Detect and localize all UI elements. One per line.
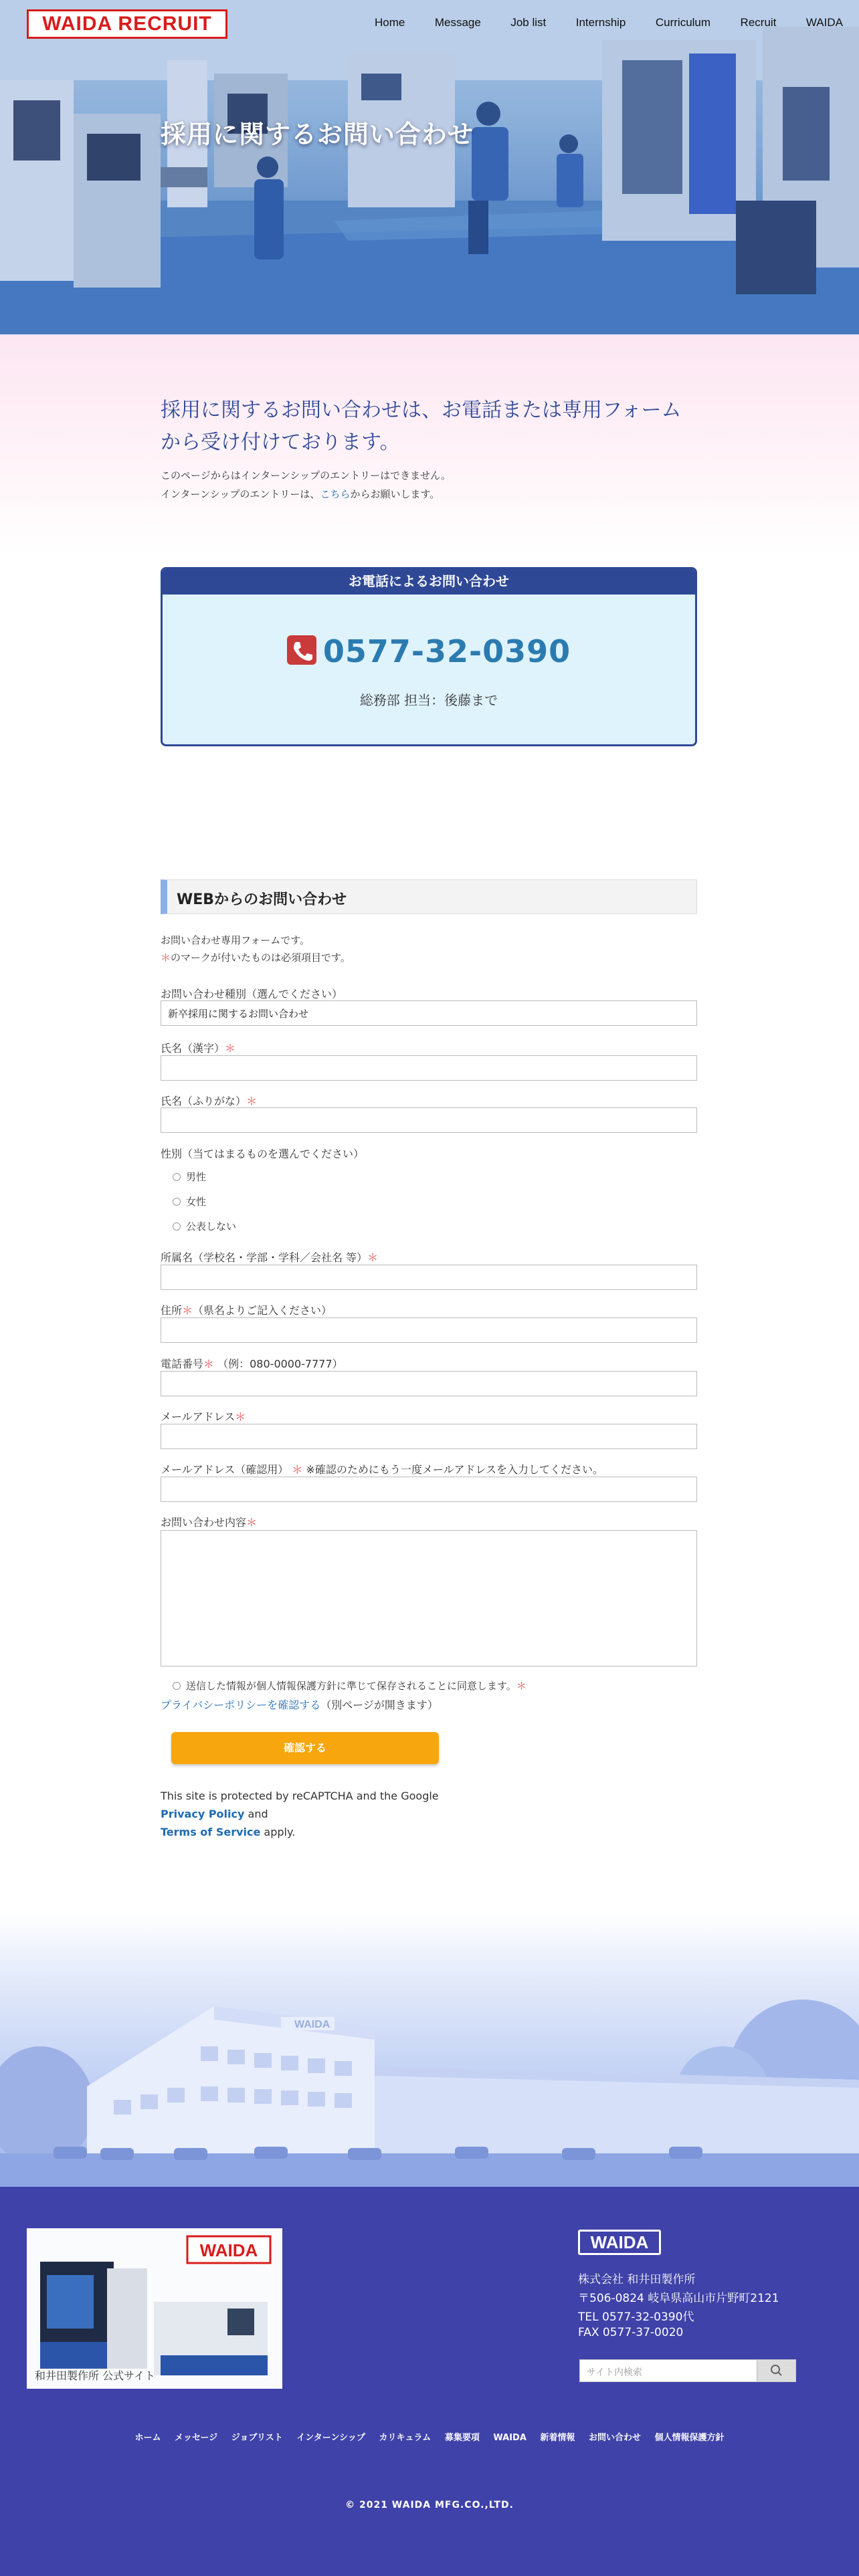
footer-nav-internship[interactable]: インターンシップ <box>296 2433 365 2443</box>
tel-label-text: 電話番号 <box>161 1358 204 1370</box>
footer-nav-home[interactable]: ホーム <box>134 2433 161 2443</box>
phone-icon <box>287 635 316 665</box>
consent-checkbox[interactable] <box>173 1679 527 1693</box>
building-illustration <box>0 1913 859 2187</box>
name-label-text: 氏名（漢字） <box>161 1042 225 1055</box>
kana-label-text: 氏名（ふりがな） <box>161 1095 247 1107</box>
site-logo[interactable]: WAIDA RECRUIT <box>27 9 227 39</box>
nav-curriculum[interactable]: Curriculum <box>655 16 711 29</box>
page-title: 採用に関するお問い合わせ <box>161 120 474 149</box>
gender-option-label: 公表しない <box>186 1220 237 1232</box>
phone-number-text: 0577-32-0390 <box>322 633 571 669</box>
affiliation-label <box>161 1249 378 1265</box>
gender-label: 性別（当てはまるものを選んでください） <box>161 1148 365 1160</box>
radio-circle-icon <box>173 1173 181 1181</box>
building-sign: WAIDA <box>294 2019 330 2030</box>
footer-nav-waida[interactable]: WAIDA <box>493 2433 527 2443</box>
name-input[interactable] <box>161 1055 697 1081</box>
web-form-heading-text: WEBからのお問い合わせ <box>177 891 347 908</box>
phone-note: 総務部 担当：後藤まで <box>359 692 498 708</box>
footer-nav-privacy[interactable]: 個人情報保護方針 <box>654 2433 725 2443</box>
inquiry-type-select[interactable]: 新卒採用に関するお問い合わせ <box>161 1000 697 1026</box>
footer-logo[interactable]: WAIDA <box>578 2230 661 2255</box>
nav-recruit[interactable]: Recruit <box>740 16 777 29</box>
privacy-policy-link[interactable]: プライバシーポリシーを確認する <box>161 1699 321 1711</box>
email-confirm-label-text: メールアドレス（確認用） <box>161 1463 289 1476</box>
nav-message[interactable]: Message <box>434 16 481 29</box>
gender-option-female[interactable] <box>173 1194 206 1208</box>
address-hint: （県名よりご記入ください） <box>193 1304 332 1317</box>
footer-nav-news[interactable]: 新着情報 <box>540 2433 575 2443</box>
copyright: © 2021 WAIDA MFG.CO.,LTD. <box>345 2500 514 2510</box>
company-address: 〒506-0824 岐阜県高山市片野町2121 <box>578 2292 779 2305</box>
tel-label <box>161 1356 343 1371</box>
type-label: お問い合わせ種別（選んでください） <box>161 988 343 1000</box>
tel-input[interactable] <box>161 1371 697 1396</box>
gender-option-male[interactable] <box>173 1170 206 1184</box>
radio-circle-icon <box>173 1222 181 1230</box>
recaptcha-and: and <box>244 1808 268 1820</box>
address-input[interactable] <box>161 1317 697 1343</box>
message-textarea[interactable] <box>161 1530 697 1667</box>
form-desc2 <box>161 950 351 964</box>
form-desc2-text: のマークが付いたものは必須項目です。 <box>171 952 351 964</box>
required-mark: ＊ <box>161 952 171 964</box>
footer-nav-contact[interactable]: お問い合わせ <box>588 2433 641 2443</box>
intro-line1: このページからはインターンシップのエントリーはできません。 <box>161 469 452 481</box>
email-confirm-hint: ※確認のためにもう一度メールアドレスを入力してください。 <box>306 1463 604 1476</box>
footer-nav-message[interactable]: メッセージ <box>175 2433 218 2443</box>
web-form-heading <box>161 879 697 914</box>
building-photo <box>0 1913 859 2187</box>
required-mark: ＊ <box>235 1410 246 1423</box>
required-mark: ＊ <box>516 1680 527 1692</box>
kana-input[interactable] <box>161 1107 697 1133</box>
banner-logo: WAIDA <box>199 2240 258 2260</box>
privacy-line <box>161 1697 438 1712</box>
email-confirm-input[interactable] <box>161 1477 697 1502</box>
nav-job-list[interactable]: Job list <box>510 16 547 29</box>
tel-hint: （例：080-0000-7777） <box>217 1358 343 1370</box>
consent-text: 送信した情報が個人情報保護方針に準じて保存されることに同意します。 <box>186 1680 516 1692</box>
intro-line2-text: インターンシップのエントリーは、 <box>161 488 320 500</box>
recaptcha-text: This site is protected by reCAPTCHA and the Google <box>161 1790 439 1802</box>
radio-circle-icon <box>173 1198 181 1206</box>
search-input[interactable]: サイト内検索 <box>587 2367 643 2378</box>
nav-waida[interactable]: WAIDA <box>805 16 843 29</box>
kana-label <box>161 1093 257 1108</box>
email-confirm-label <box>161 1461 603 1477</box>
nav-internship[interactable]: Internship <box>575 16 626 29</box>
search-icon <box>757 2360 796 2381</box>
required-mark: ＊ <box>203 1358 215 1370</box>
company-name: 株式会社 和井田製作所 <box>578 2273 696 2286</box>
gender-option-label: 男性 <box>186 1171 207 1183</box>
address-label-text: 住所 <box>161 1304 183 1317</box>
name-label <box>161 1040 235 1055</box>
phone-box-header: お電話によるお問い合わせ <box>163 569 695 595</box>
message-label-text: お問い合わせ内容 <box>161 1516 247 1529</box>
intro-heading: 採用に関するお問い合わせは、お電話または専用フォームから受け付けております。 <box>161 399 682 454</box>
intro-line2-suffix: からお願いします。 <box>350 488 440 500</box>
privacy-note: （別ページが開きます） <box>320 1699 438 1711</box>
phone-number[interactable] <box>163 633 695 669</box>
affiliation-input[interactable] <box>161 1265 697 1290</box>
required-mark: ＊ <box>246 1095 258 1107</box>
confirm-button[interactable]: 確認する <box>171 1732 439 1764</box>
intro-section <box>0 334 859 555</box>
gender-option-label: 女性 <box>186 1196 207 1208</box>
phone-contact-box <box>161 567 697 746</box>
required-mark: ＊ <box>225 1042 236 1055</box>
intro-line2 <box>161 487 440 501</box>
address-label <box>161 1302 332 1317</box>
footer-nav-curriculum[interactable]: カリキュラム <box>379 2433 432 2443</box>
factory-photo <box>0 0 859 334</box>
required-mark: ＊ <box>292 1463 303 1476</box>
email-label-text: メールアドレス <box>161 1410 235 1423</box>
google-privacy-link[interactable]: Privacy Policy <box>161 1808 245 1820</box>
official-site-banner[interactable] <box>27 2228 282 2389</box>
footer-nav <box>0 2430 859 2443</box>
google-terms-link[interactable]: Terms of Service <box>161 1826 261 1838</box>
affiliation-label-text: 所属名（学校名・学部・学科／会社名 等） <box>161 1251 368 1264</box>
form-desc1: お問い合わせ専用フォームです。 <box>161 934 310 946</box>
recaptcha-line2 <box>161 1808 268 1820</box>
required-mark: ＊ <box>367 1251 379 1264</box>
email-label <box>161 1408 246 1424</box>
message-label <box>161 1514 257 1529</box>
recaptcha-line3 <box>161 1826 295 1838</box>
search-button[interactable] <box>757 2360 795 2381</box>
site-footer <box>0 2187 859 2576</box>
required-mark: ＊ <box>246 1516 258 1529</box>
gender-option-undisclosed[interactable] <box>173 1219 236 1233</box>
footer-nav-recruit[interactable]: 募集要項 <box>444 2433 480 2443</box>
recaptcha-apply: apply. <box>260 1826 296 1838</box>
main-nav <box>375 16 843 29</box>
email-input[interactable] <box>161 1424 697 1449</box>
company-tel: TEL 0577-32-0390代 <box>578 2311 694 2324</box>
footer-nav-joblist[interactable]: ジョブリスト <box>231 2433 283 2443</box>
internship-entry-link[interactable]: こちら <box>320 488 351 500</box>
company-fax: FAX 0577-37-0020 <box>578 2326 684 2339</box>
site-search <box>579 2359 796 2382</box>
checkbox-icon <box>173 1682 181 1690</box>
banner-caption: 和井田製作所 公式サイト <box>35 2369 155 2382</box>
nav-home[interactable]: Home <box>375 16 405 29</box>
machine-image <box>27 2228 282 2389</box>
hero-banner <box>0 0 859 334</box>
required-mark: ＊ <box>182 1304 193 1317</box>
